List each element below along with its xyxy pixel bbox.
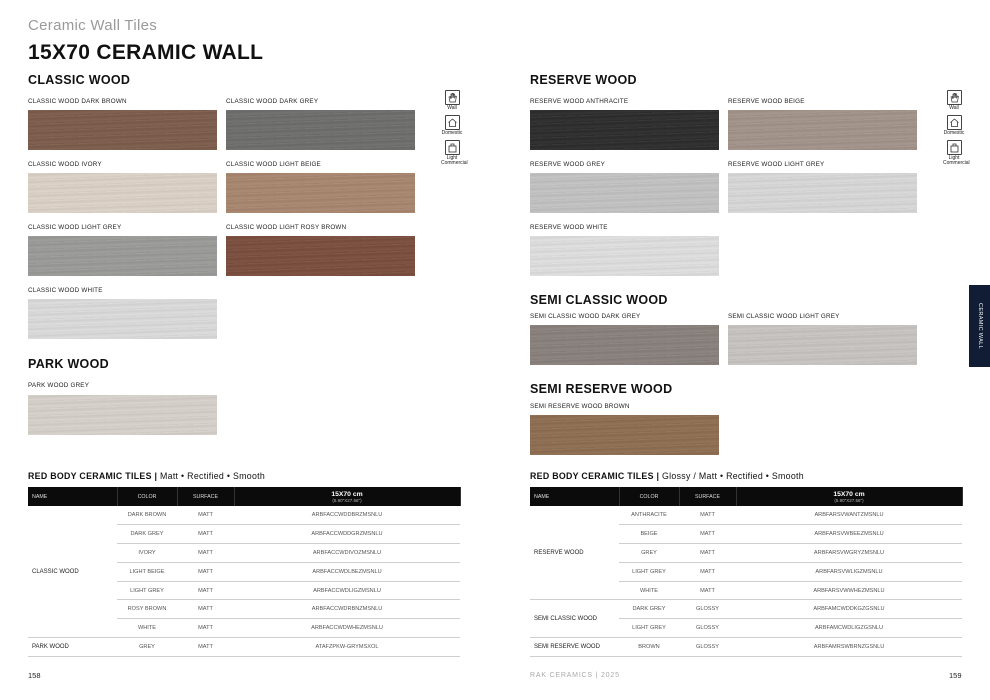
tile-swatch: [728, 325, 917, 365]
color-cell: WHITE: [619, 581, 679, 600]
tile-swatch: [226, 110, 415, 150]
icon-label: Domestic: [943, 130, 965, 136]
icon-label: Light Commercial: [441, 155, 468, 166]
table-title: [530, 471, 804, 481]
table-row: [28, 638, 460, 657]
tile-label: CLASSIC WOOD WHITE: [28, 287, 103, 294]
tile-label: RESERVE WOOD BEIGE: [728, 98, 805, 105]
color-cell: BROWN: [619, 638, 679, 657]
spec-table-left: [28, 487, 461, 657]
surface-cell: MATT: [679, 506, 736, 525]
code-cell: ARBFACCWDLIGZMSNLU: [234, 581, 460, 600]
tile-swatch: [530, 173, 719, 213]
page-number-left: 158: [28, 671, 41, 680]
code-cell: ARBFARSVWANTZMSNLU: [736, 506, 962, 525]
tile-label: SEMI CLASSIC WOOD DARK GREY: [530, 313, 641, 320]
section-title-park-wood: PARK WOOD: [28, 357, 109, 371]
col-name: NAME: [28, 487, 117, 506]
icon-label: Domestic: [441, 130, 463, 136]
bag-icon: [947, 140, 962, 155]
tile-label: SEMI RESERVE WOOD BROWN: [530, 403, 630, 410]
color-cell: WHITE: [117, 619, 177, 638]
side-tab-label: CERAMIC WALL: [976, 303, 983, 349]
icon-label: Wall: [949, 105, 959, 111]
series-name-cell: SEMI RESERVE WOOD: [530, 638, 619, 657]
series-name-cell: RESERVE WOOD: [530, 506, 619, 600]
page-category: Ceramic Wall Tiles: [28, 17, 158, 34]
table-title-rest: Matt • Rectified • Smooth: [157, 471, 266, 481]
color-cell: LIGHT GREY: [619, 619, 679, 638]
code-cell: ARBFARSVWWHEZMSNLU: [736, 581, 962, 600]
surface-cell: MATT: [679, 581, 736, 600]
table-title-rest: Glossy / Matt • Rectified • Smooth: [659, 471, 804, 481]
tile-label: CLASSIC WOOD LIGHT GREY: [28, 224, 122, 231]
surface-cell: MATT: [177, 562, 234, 581]
tile-label: RESERVE WOOD GREY: [530, 161, 606, 168]
size-sub-label: (5.90"X27.56"): [332, 497, 362, 503]
code-cell: ARBFARSVWBEEZMSNLU: [736, 525, 962, 544]
table-title-bold: RED BODY CERAMIC TILES |: [28, 471, 158, 481]
color-cell: LIGHT BEIGE: [117, 562, 177, 581]
color-cell: BEIGE: [619, 525, 679, 544]
col-color: COLOR: [117, 487, 177, 506]
table-row: [530, 600, 962, 619]
color-cell: DARK GREY: [619, 600, 679, 619]
surface-cell: MATT: [177, 638, 234, 657]
tile-swatch: [28, 395, 217, 435]
tile-swatch: [530, 415, 719, 455]
surface-cell: MATT: [679, 544, 736, 563]
tile-label: RESERVE WOOD WHITE: [530, 224, 608, 231]
tile-label: RESERVE WOOD ANTHRACITE: [530, 98, 629, 105]
col-surface: SURFACE: [177, 487, 234, 506]
tile-label: PARK WOOD GREY: [28, 382, 90, 389]
surface-cell: MATT: [177, 581, 234, 600]
surface-cell: MATT: [679, 562, 736, 581]
tile-label: CLASSIC WOOD IVORY: [28, 161, 102, 168]
color-cell: ANTHRACITE: [619, 506, 679, 525]
color-cell: GREY: [117, 638, 177, 657]
color-cell: GREY: [619, 544, 679, 563]
table-row: [28, 506, 460, 525]
section-title-reserve-wood: RESERVE WOOD: [530, 73, 637, 87]
tile-label: SEMI CLASSIC WOOD LIGHT GREY: [728, 313, 840, 320]
side-tab[interactable]: [969, 285, 990, 367]
hand-icon: [445, 90, 460, 105]
size-sub-label: (5.90"X27.56"): [834, 497, 864, 503]
surface-cell: GLOSSY: [679, 619, 736, 638]
size-label: 15X70 cm: [331, 490, 363, 498]
tile-swatch: [226, 173, 415, 213]
page-number-right: 159: [949, 671, 962, 680]
usage-icons: [943, 90, 970, 170]
tile-label: CLASSIC WOOD LIGHT ROSY BROWN: [226, 224, 347, 231]
surface-cell: MATT: [177, 525, 234, 544]
color-cell: DARK GREY: [117, 525, 177, 544]
surface-cell: GLOSSY: [679, 638, 736, 657]
brand-footer: RAK CERAMICS | 2025: [530, 672, 620, 679]
series-name-cell: PARK WOOD: [28, 638, 117, 657]
tile-swatch: [728, 173, 917, 213]
surface-cell: MATT: [177, 619, 234, 638]
icon-label: Wall: [447, 105, 457, 111]
surface-cell: GLOSSY: [679, 600, 736, 619]
icon-label: Light Commercial: [943, 155, 970, 166]
tile-swatch: [28, 110, 217, 150]
code-cell: ARBFAMRSWBRNZGSNLU: [736, 638, 962, 657]
tile-swatch: [530, 110, 719, 150]
house-icon: [445, 115, 460, 130]
tile-label: CLASSIC WOOD LIGHT BEIGE: [226, 161, 321, 168]
house-icon: [947, 115, 962, 130]
section-title-semi-classic-wood: SEMI CLASSIC WOOD: [530, 293, 668, 307]
code-cell: ARBFAMCWDLIGZGSNLU: [736, 619, 962, 638]
table-row: [530, 506, 962, 525]
code-cell: ARBFACCWDIVOZMSNLU: [234, 544, 460, 563]
code-cell: ATAFZPKW-GRYMSXOL: [234, 638, 460, 657]
color-cell: LIGHT GREY: [117, 581, 177, 600]
table-title-bold: RED BODY CERAMIC TILES |: [530, 471, 660, 481]
section-title-classic-wood: CLASSIC WOOD: [28, 73, 131, 87]
color-cell: ROSY BROWN: [117, 600, 177, 619]
tile-swatch: [530, 325, 719, 365]
code-cell: ARBFACCWDRBNZMSNLU: [234, 600, 460, 619]
tile-swatch: [28, 173, 217, 213]
series-name-cell: CLASSIC WOOD: [28, 506, 117, 638]
code-cell: ARBFAMCWDDKGZGSNLU: [736, 600, 962, 619]
col-size: [736, 487, 962, 506]
col-color: COLOR: [619, 487, 679, 506]
tile-swatch: [28, 236, 217, 276]
usage-icons: [441, 90, 468, 170]
section-title-semi-reserve-wood: SEMI RESERVE WOOD: [530, 382, 673, 396]
tile-label: RESERVE WOOD LIGHT GREY: [728, 161, 825, 168]
code-cell: ARBFACCWDWHEZMSNLU: [234, 619, 460, 638]
table-title: [28, 471, 265, 481]
bag-icon: [445, 140, 460, 155]
code-cell: ARBFACCWDDGRZMSNLU: [234, 525, 460, 544]
col-size: [234, 487, 460, 506]
table-row: [530, 638, 962, 657]
tile-swatch: [530, 236, 719, 276]
col-name: NAME: [530, 487, 619, 506]
table-body: [28, 506, 460, 656]
code-cell: ARBFACCWDLBEZMSNLU: [234, 562, 460, 581]
code-cell: ARBFARSVWLIGZMSNLU: [736, 562, 962, 581]
surface-cell: MATT: [177, 544, 234, 563]
table-body: [530, 506, 962, 656]
tile-swatch: [28, 299, 217, 339]
color-cell: LIGHT GREY: [619, 562, 679, 581]
color-cell: IVORY: [117, 544, 177, 563]
hand-icon: [947, 90, 962, 105]
surface-cell: MATT: [177, 600, 234, 619]
code-cell: ARBFARSVWGRYZMSNLU: [736, 544, 962, 563]
col-surface: SURFACE: [679, 487, 736, 506]
page-title: 15X70 CERAMIC WALL: [28, 41, 264, 64]
surface-cell: MATT: [679, 525, 736, 544]
color-cell: DARK BROWN: [117, 506, 177, 525]
tile-label: CLASSIC WOOD DARK GREY: [226, 98, 319, 105]
series-name-cell: SEMI CLASSIC WOOD: [530, 600, 619, 638]
tile-label: CLASSIC WOOD DARK BROWN: [28, 98, 127, 105]
tile-swatch: [226, 236, 415, 276]
surface-cell: MATT: [177, 506, 234, 525]
spec-table-right: [530, 487, 963, 657]
tile-swatch: [728, 110, 917, 150]
code-cell: ARBFACCWDDBRZMSNLU: [234, 506, 460, 525]
size-label: 15X70 cm: [833, 490, 865, 498]
